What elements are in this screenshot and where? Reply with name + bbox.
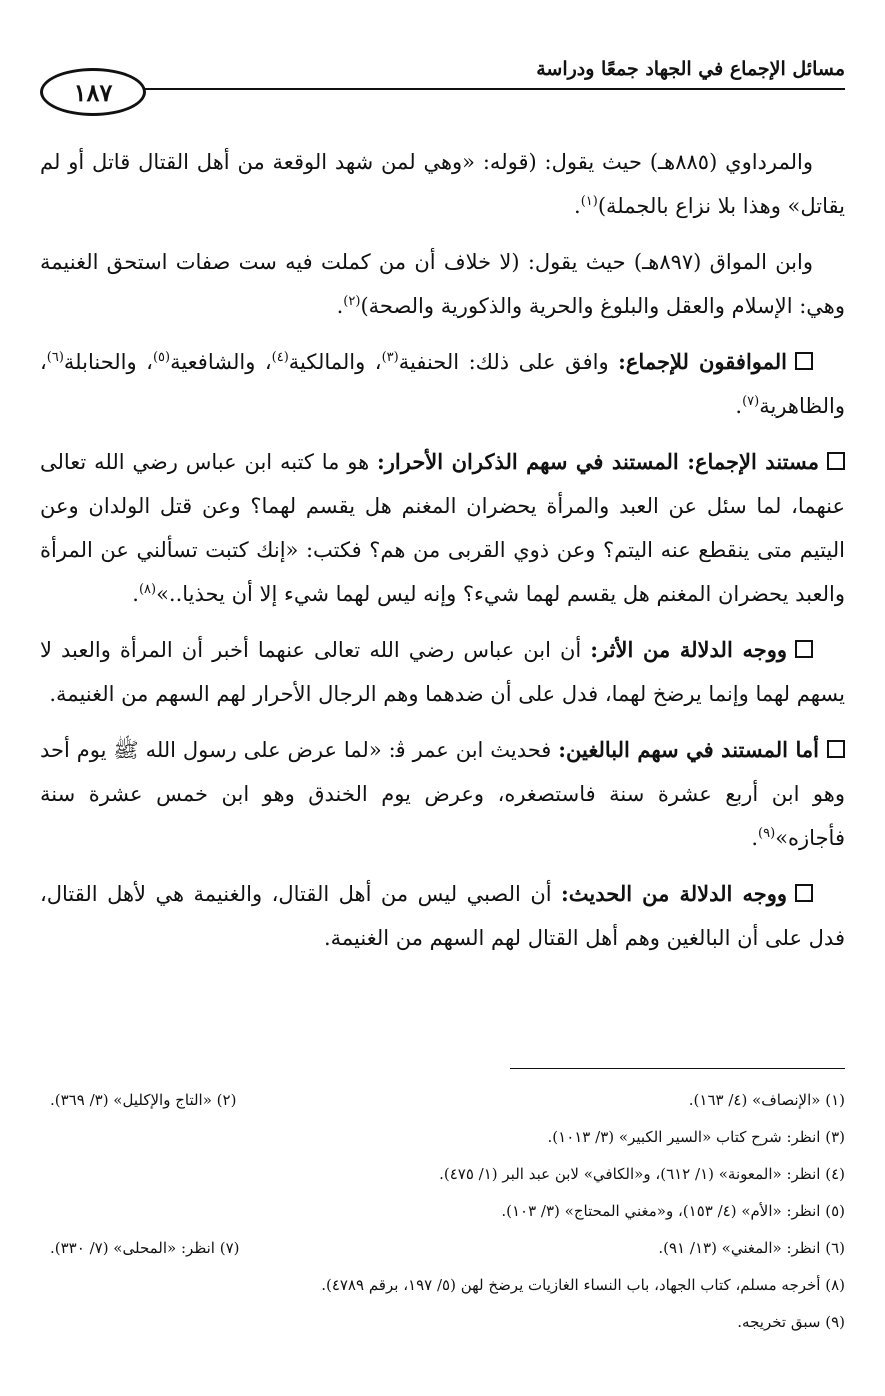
footnote-8: (٨) أخرجه مسلم، كتاب الجهاد، باب النساء الغازيات يرضخ لهن (٥/ ١٩٧، برقم ٤٧٨٩). <box>321 1276 845 1294</box>
section-heading: ووجه الدلالة من الأثر: <box>590 637 787 662</box>
footnote-ref[interactable]: (٧) <box>742 394 760 409</box>
checkbox-square-icon <box>827 740 845 758</box>
paragraph-text: وابن المواق (٨٩٧هـ) حيث يقول: (لا خلاف أن من كملت فيه ست صفات استحق الغنيمة وهي: الإسلام والعقل والبلوغ والحرية والذكورية والصحة) <box>40 250 845 318</box>
footnote-separator <box>510 1068 845 1069</box>
footnote-ref[interactable]: (٣) <box>381 350 399 365</box>
page-header <box>40 52 845 112</box>
footnote-4: (٤) انظر: «المعونة» (١/ ٦١٢)، و«الكافي» لابن عبد البر (١/ ٤٧٥). <box>439 1165 845 1183</box>
footnote-3: (٣) انظر: شرح كتاب «السير الكبير» (٣/ ١٠١٣). <box>547 1128 845 1146</box>
checkbox-square-icon <box>795 352 813 370</box>
section-heading: أما المستند في سهم البالغين: <box>558 737 819 762</box>
paragraph-text: والمرداوي (٨٨٥هـ) حيث يقول: (قوله: «وهي لمن شهد الوقعة من أهل القتال قاتل أو لم يقاتل» وهذا بلا نزاع بالجملة) <box>40 150 845 218</box>
running-title: مسائل الإجماع في الجهاد جمعًا ودراسة <box>536 58 845 80</box>
footnote-1: (١) «الإنصاف» (٤/ ١٦٣). <box>688 1091 845 1109</box>
footnote-ref[interactable]: (٩) <box>758 826 776 841</box>
footnote-7: (٧) انظر: «المحلى» (٧/ ٣٣٠). <box>50 1239 240 1257</box>
page-number-badge <box>40 68 146 116</box>
paragraph-text: أن ابن عباس رضي الله تعالى عنهما أخبر أن المرأة والعبد لا يسهم لهما وإنما يرضخ لهما، فدل على أن ضدهما وهم الرجال الأحرار لهم السهم من الغنيمة. <box>40 638 845 706</box>
footnotes <box>40 1082 845 1341</box>
footnote-ref[interactable]: (٤) <box>271 350 289 365</box>
footnote-ref[interactable]: (٥) <box>152 350 171 365</box>
footnote-9: (٩) سبق تخريجه. <box>737 1313 845 1331</box>
paragraph-athar-inference <box>40 628 845 716</box>
paragraph-mawaq: وابن المواق (٨٩٧هـ) حيث يقول: (لا خلاف أن من كملت فيه ست صفات استحق الغنيمة وهي: الإسلام والعقل والبلوغ والحرية والذكورية والصحة)$^{(٢)}$. <box>40 250 845 318</box>
paragraph-mardawi: والمرداوي (٨٨٥هـ) حيث يقول: (قوله: «وهي لمن شهد الوقعة من أهل القتال قاتل أو لم يقاتل» وهذا بلا نزاع بالجملة)$^{(١)}$. <box>40 150 845 218</box>
paragraph-concurring: الموافقون للإجماع: وافق على ذلك: الحنفية$^{(٣)}$، والمالكية$^{(٤)}$، والشافعية$^{(٥)}$، والحنابلة$^{(٦)}$، والظاهرية$^{(٧)}$. <box>40 349 845 418</box>
footnote-row <box>40 1082 845 1119</box>
checkbox-square-icon <box>827 452 845 470</box>
paragraph-text: فحديث ابن عمر ﭬ: «لما عرض على رسول الله ﷺ يوم أحد وهو ابن أربع عشرة سنة فاستصغره، وعرض يوم الخندق وهو ابن خمس عشرة سنة فأجازه» <box>40 738 845 850</box>
checkbox-square-icon <box>795 884 813 902</box>
paragraph-evidence-free-males: مستند الإجماع: المستند في سهم الذكران الأحرار: هو ما كتبه ابن عباس رضي الله تعالى عنهما، لما سئل عن العبد والمرأة يحضران المغنم هل يقسم لهما؟ وعن قتل الولدان وعن اليتيم متى ينقطع عنه اليتم؟ وعن ذوي القربى من هم؟ فكتب: «إنك كتبت تسألني عن المرأة والعبد يحضران المغنم هل يقسم لهما شيء؟ وإنه ليس لهما شيء إلا أن يحذيا..»$^{(٨)}$. <box>40 449 845 606</box>
footnote-ref[interactable]: (٦) <box>46 350 64 365</box>
footnote-ref[interactable]: (١) <box>580 194 598 209</box>
main-text <box>40 140 845 972</box>
footnote-ref[interactable]: (٢) <box>343 294 361 309</box>
paragraph-hadith-inference <box>40 872 845 960</box>
section-heading: مستند الإجماع: المستند في سهم الذكران الأحرار: <box>377 449 819 474</box>
footnote-5: (٥) انظر: «الأم» (٤/ ١٥٣)، و«مغني المحتاج» (٣/ ١٠٣). <box>501 1202 845 1220</box>
footnote-row <box>40 1230 845 1267</box>
paragraph-text: هو ما كتبه ابن عباس رضي الله تعالى عنهما، لما سئل عن العبد والمرأة يحضران المغنم هل يقسم لهما؟ وعن قتل الولدان وعن اليتيم متى ينقطع عنه اليتم؟ وعن ذوي القربى من هم؟ فكتب: «إنك كتبت تسألني عن المرأة والعبد يحضران المغنم هل يقسم لهما شيء؟ وإنه ليس لهما شيء إلا أن يحذيا..» <box>40 450 845 606</box>
paragraph-text: أن الصبي ليس من أهل القتال، والغنيمة هي لأهل القتال، فدل على أن البالغين وهم أهل القتال لهم السهم من الغنيمة. <box>40 882 845 950</box>
footnote-2: (٢) «التاج والإكليل» (٣/ ٣٦٩). <box>50 1091 237 1109</box>
footnote-ref[interactable]: (٨) <box>138 582 157 597</box>
page-number: ١٨٧ <box>73 77 113 107</box>
paragraph-evidence-adults: أما المستند في سهم البالغين: فحديث ابن عمر ﭬ: «لما عرض على رسول الله ﷺ يوم أحد وهو ابن أربع عشرة سنة فاستصغره، وعرض يوم الخندق وهو ابن خمس عشرة سنة فأجازه»$^{(٩)}$. <box>40 737 845 850</box>
checkbox-square-icon <box>795 640 813 658</box>
footnote-6: (٦) انظر: «المغني» (١٣/ ٩١). <box>658 1239 845 1257</box>
section-heading: ووجه الدلالة من الحديث: <box>561 881 787 906</box>
section-heading: الموافقون للإجماع: <box>618 349 787 374</box>
header-rule <box>140 88 845 90</box>
